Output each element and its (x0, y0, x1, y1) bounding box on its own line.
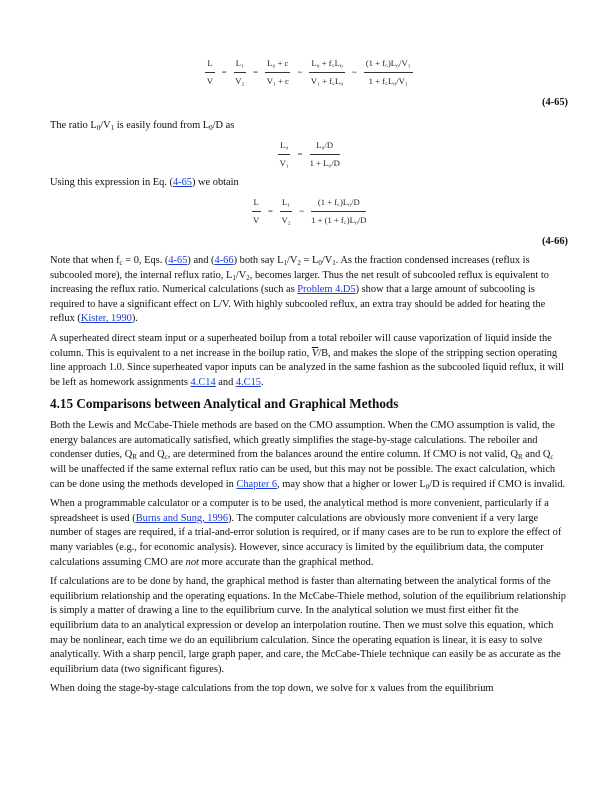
eq-numerator: L (252, 195, 261, 212)
eq-denominator: 1 + f꜀L₀/V₁ (368, 75, 408, 86)
eq-operator: = (221, 66, 227, 77)
page (50, 56, 568, 702)
link-eq-4-66[interactable]: 4-66 (214, 254, 234, 266)
eq-numerator: L₁ (234, 56, 246, 73)
eq-numerator: L₀ (278, 138, 290, 155)
eq-denominator: V₁ + c (266, 75, 289, 86)
eq-operator: = (253, 66, 259, 77)
link-eq-4-65[interactable]: 4-65 (172, 176, 192, 188)
link-chapter-6[interactable]: Chapter 6 (236, 478, 278, 490)
eq-numerator: L (205, 56, 214, 73)
eq-operator: ~ (299, 205, 305, 216)
paragraph-using: Using this expression in Eq. (4-65) we obtain (50, 176, 239, 188)
link-kister-1990[interactable]: Kister, 1990 (80, 313, 132, 325)
eq-denominator: V₁ + f꜀L₀ (310, 75, 344, 86)
eq-numerator: L₀ + f꜀L₀ (309, 56, 344, 73)
paragraph-lewis: Both the Lewis and McCabe-Thiele methods are based on the CMO assumption. When the CMO assumption is valid, the energy balances are automatically satisfied, which greatly simplifies the stage-by-stage calculations. The reboiler and condenser duties, $Q_R$ and $Q_c$, are determined from the balances around the entire column. If CMO is not valid, $Q_R$ and $Q_c$ will be unaffected if the same external reflux ratio can be used, but this may not be possible. The exact calculation, which can be done using the methods developed in Chapter 6, may show that a higher or lower $L_0/D$ is required if CMO is invalid. (50, 420, 566, 491)
eq-operator: = (297, 149, 303, 160)
eq-denominator: V₁ (279, 157, 289, 168)
equation-4-65 (50, 56, 568, 88)
equation-4-66 (50, 195, 568, 227)
eq-denominator: 1 + (1 + f꜀)L₀/D (311, 214, 367, 225)
eq-operator: ~ (297, 66, 303, 77)
paragraph-superheat: A superheated direct steam input or a superheated boilup from a total reboiler will cause vaporization of liquid inside the column. This is equivalent to a net increase in the boilup ratio, $\overline{V}/B$, and makes the slope of the stripping section operating line approach 1.0. Since superheated vapor inputs can be analyzed in the same fashion as the subcooled liquid reflux, it will be left as homework assignments 4.C14 and 4.C15. (50, 332, 564, 388)
paragraph-note: Note that when $f_c = 0$, Eqs. (4-65) and (4-66) both say $L_1/V_2 = L_0/V_1$. As the fraction condensed increases (reflux is subcooled more), the internal reflux ratio, $L_1/V_2$, becomes larger. Thus the net result of subcooled reflux is equivalent to increasing the reflux ratio. Numerical calculations (such as Problem 4.D5) show that a large amount of subcooling is required to have a significant effect on L/V. With highly subcooled reflux, an extra tray should be added for heating the reflux (Kister, 1990). (50, 254, 549, 325)
eq-denominator: 1 + L₀/D (309, 157, 340, 168)
paragraph-hand: If calculations are to be done by hand, the graphical method is faster than alternating between the analytical forms of the equilibrium relationship and the operating equations. In the McCabe-Thiele method, solution of the equilibrium relationship is simply a matter of drawing a line to the equilibrium curve. In the analytical solution we must first either fit the equilibrium data to an analytical expression or develop an interpolation routine. Then we must solve this equation, which may be nonlinear, each time we do an equilibrium calculation. Since the operating equation is linear, it is easy to solve analytically. With a sharp pencil, large graph paper, and care, the McCabe-Thiele technique can easily be as accurate as the equilibrium data (two significant figures). (50, 576, 566, 675)
paragraph-last: When doing the stage-by-stage calculations from the top down, we solve for x values from the equilibrium (50, 683, 494, 695)
v-bar-symbol: $\overline{V}$ (311, 347, 319, 359)
eq-numerator: L₀ + c (265, 56, 290, 73)
eq-numerator: L₁ (280, 195, 292, 212)
eq-denominator: V₂ (281, 214, 291, 225)
paragraph-calculator: When a programmable calculator or a computer is to be used, the analytical method is more convenient, particularly if a spreadsheet is used (Burns and Sung, 1996). The computer calculations are obviously more convenient if a very large number of stages are required, if a trial-and-error solution is required, or if many cases are to be run to explore the effect of many variables (e.g., for economic analysis). However, since accuracy is limited by the equilibrium data, the computer calculations assuming CMO are not more accurate than the graphical method. (50, 498, 562, 568)
eq-numerator: (1 + f꜀)L₀/D (311, 195, 366, 212)
eq-numerator: L₀/D (310, 138, 340, 155)
section-heading: 4.15 Comparisons between Analytical and Graphical Methods (50, 396, 399, 412)
link-eq-4-65[interactable]: 4-65 (168, 254, 188, 266)
eq-denominator: V (253, 214, 260, 225)
paragraph-ratio: The ratio $L_0/V_1$ is easily found from $L_0/D$ as (50, 119, 235, 132)
equation-l0-v1 (50, 138, 568, 170)
link-burns-sung-1996[interactable]: Burns and Sung, 1996 (135, 512, 229, 524)
eq-denominator: V (206, 75, 214, 86)
eq-numerator: (1 + f꜀)L₀/V₁ (364, 56, 413, 73)
link-4-c15[interactable]: 4.C15 (235, 376, 261, 388)
equation-number: (4-66) (542, 236, 568, 248)
eq-operator: ~ (352, 66, 357, 77)
equation-number: (4-65) (542, 97, 568, 109)
link-problem-4-d5[interactable]: Problem 4.D5 (297, 284, 356, 296)
eq-denominator: V₂ (235, 75, 245, 86)
eq-operator: = (267, 205, 273, 216)
link-4-c14[interactable]: 4.C14 (190, 376, 216, 388)
